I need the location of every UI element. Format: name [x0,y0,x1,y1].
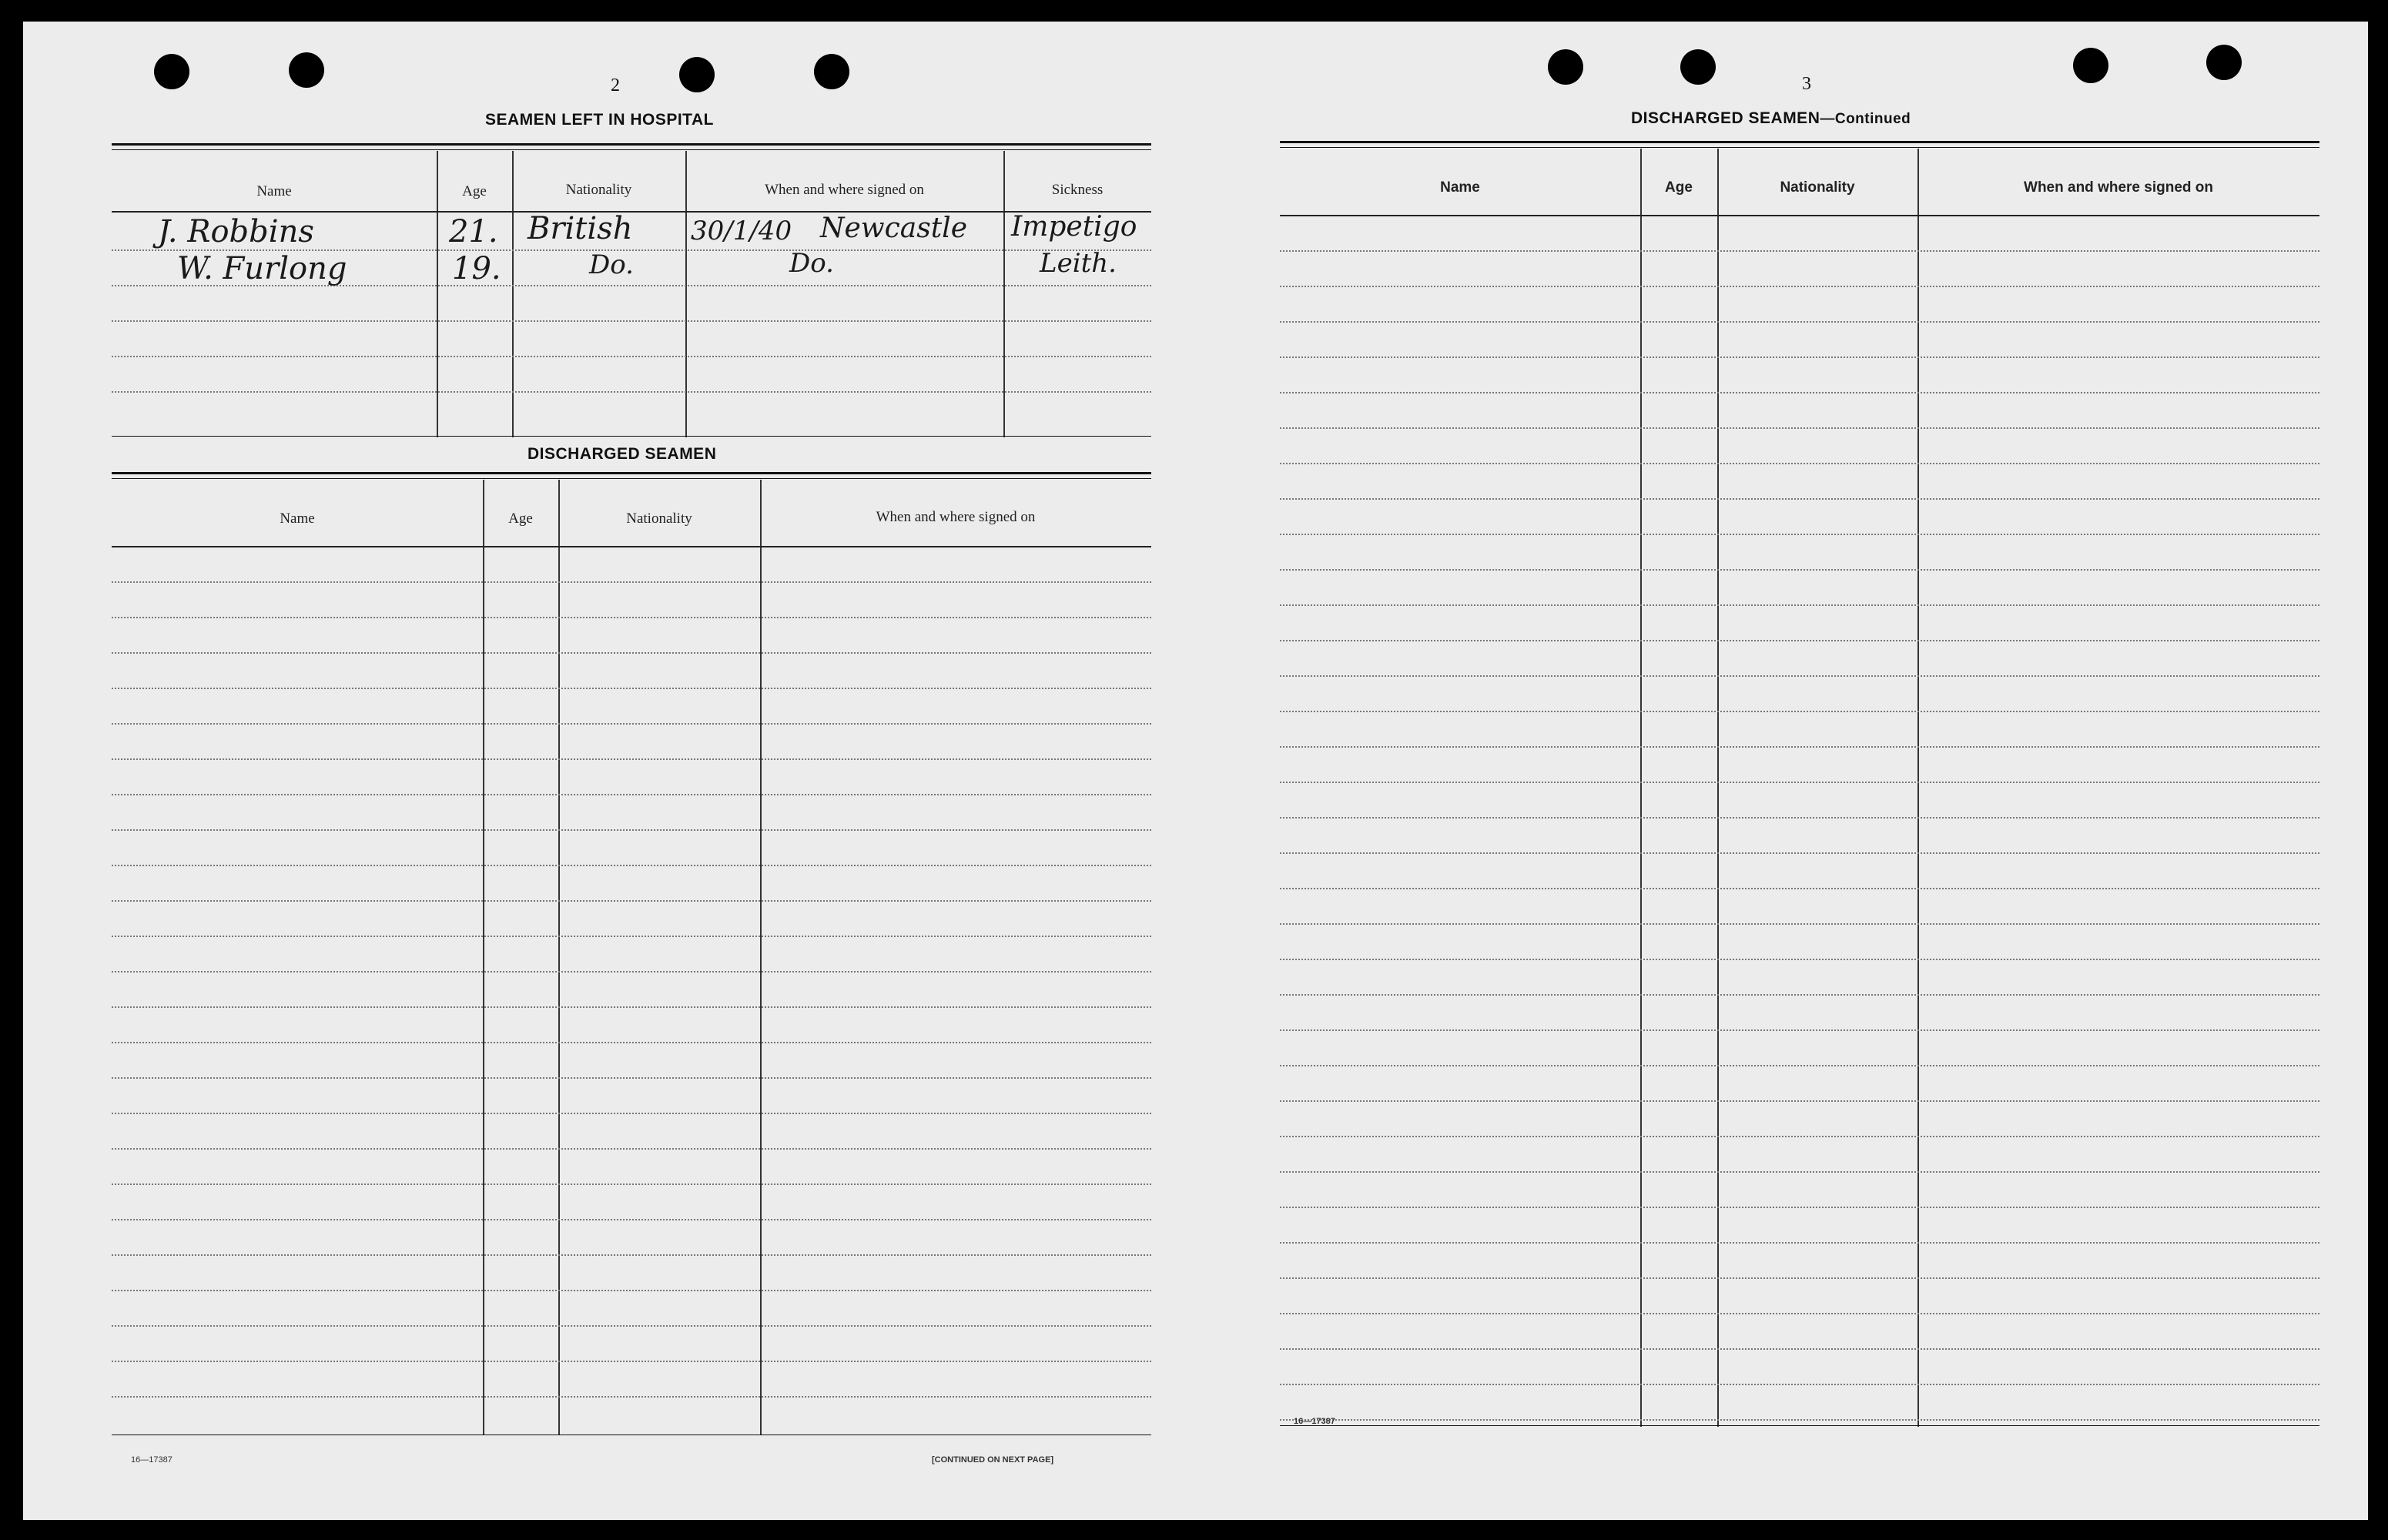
page-number-left: 2 [611,75,620,95]
column-header-nationality: Nationality [626,511,692,527]
ruled-line [1280,1136,2319,1137]
ruled-line [1280,1419,2319,1421]
ruled-line [112,1183,1151,1185]
ruled-line [112,1113,1151,1114]
ruled-line [1280,782,2319,783]
ruled-line [1280,569,2319,571]
punch-hole [289,52,324,88]
hospital-section-title: SEAMEN LEFT IN HOSPITAL [485,111,714,129]
ruled-line [112,971,1151,973]
ruled-line [1280,604,2319,606]
title-main: DISCHARGED SEAMEN [1631,109,1820,127]
discharged-section-title: DISCHARGED SEAMEN [528,445,717,463]
ruled-line [1280,959,2319,960]
ruled-line [1280,1277,2319,1279]
ruled-line [112,1148,1151,1150]
ruled-line [1280,321,2319,323]
page-number-right: 3 [1802,74,1811,94]
ruled-line [112,936,1151,937]
ruled-line [112,581,1151,583]
column-header-sickness: Sickness [1051,182,1104,198]
ruled-line [1280,427,2319,429]
ruled-line [112,688,1151,689]
column-header-name: Name [256,183,292,199]
punch-hole [1548,49,1583,85]
discharged-table-left [112,472,1151,1442]
ruled-line [112,1325,1151,1327]
punch-hole [679,57,715,92]
ruled-line [1280,711,2319,712]
ruled-line [1280,1171,2319,1173]
hospital-table [112,143,1151,437]
ruled-line [112,723,1151,725]
ruled-line [1280,392,2319,393]
ruled-line [1280,1065,2319,1066]
hospital-row-1-nationality: British [528,211,633,246]
ruled-line [1280,534,2319,535]
ruled-line [1280,1100,2319,1102]
column-header-name: Name [1440,179,1480,196]
ruled-line [112,758,1151,760]
column-header-name: Name [280,511,315,527]
ruled-line [1280,250,2319,252]
ruled-line [1280,286,2319,287]
hospital-row-2-nationality: Do. [589,249,634,280]
title-suffix: —Continued [1820,111,1911,127]
hospital-row-2-age: 19. [452,251,501,286]
ruled-line [1280,923,2319,925]
ruled-line [1280,1384,2319,1385]
ruled-line [112,1396,1151,1398]
punch-hole [814,54,849,89]
ruled-line [112,1290,1151,1291]
column-header-signed-on: When and where signed on [2024,179,2213,196]
column-header-age: Age [508,511,533,527]
ruled-line [112,1219,1151,1220]
ruled-line [112,794,1151,795]
discharged-continued-title [1631,109,1911,128]
form-number-left: 16—17387 [131,1455,172,1465]
hospital-row-1-age: 21. [449,214,498,249]
ruled-line [1280,357,2319,358]
column-header-signed-on: When and where signed on [876,509,1036,525]
ruled-line [1280,746,2319,748]
ruled-line [1280,994,2319,996]
ruled-line [1280,463,2319,464]
ruled-line [1280,1029,2319,1031]
hospital-row-1-sickness: Impetigo [1011,211,1137,243]
ruled-line [1280,1242,2319,1244]
ruled-line [112,900,1151,902]
punch-hole [154,54,189,89]
ruled-line [1280,888,2319,889]
hospital-row-2-sickness: Leith. [1040,248,1117,279]
column-header-signed-on: When and where signed on [765,182,924,198]
punch-hole [2073,48,2108,83]
ruled-line [1280,498,2319,500]
ruled-line [112,1042,1151,1043]
document-sheet [23,22,2368,1520]
ruled-line [112,617,1151,618]
ruled-line [1280,1207,2319,1208]
continued-note: [CONTINUED ON NEXT PAGE] [932,1455,1054,1465]
column-header-nationality: Nationality [565,182,632,198]
ruled-line [112,652,1151,654]
ruled-line [112,1361,1151,1362]
ruled-line [1280,675,2319,677]
punch-hole [2206,45,2242,80]
hospital-row-1-signed-date: 30/1/40 [691,216,792,246]
ruled-line [112,1254,1151,1256]
discharged-table-right [1280,141,2319,1427]
ruled-line [1280,640,2319,641]
hospital-row-2-name: W. Furlong [177,251,347,286]
ruled-line [112,1006,1151,1008]
form-number-right: 16—17387 [1294,1417,1335,1426]
column-header-age: Age [462,183,487,199]
ruled-line [112,865,1151,866]
ruled-line [1280,1313,2319,1314]
column-header-age: Age [1665,179,1693,196]
column-header-nationality: Nationality [1780,179,1855,196]
ruled-line [112,829,1151,831]
ruled-line [112,1077,1151,1079]
ruled-line [1280,817,2319,819]
hospital-row-2-signed-place: Do. [789,248,834,279]
hospital-row-1-name: J. Robbins [158,214,314,249]
ruled-line [1280,852,2319,854]
ruled-line [1280,1348,2319,1350]
hospital-row-1-signed-place: Newcastle [820,213,968,244]
punch-hole [1680,49,1716,85]
